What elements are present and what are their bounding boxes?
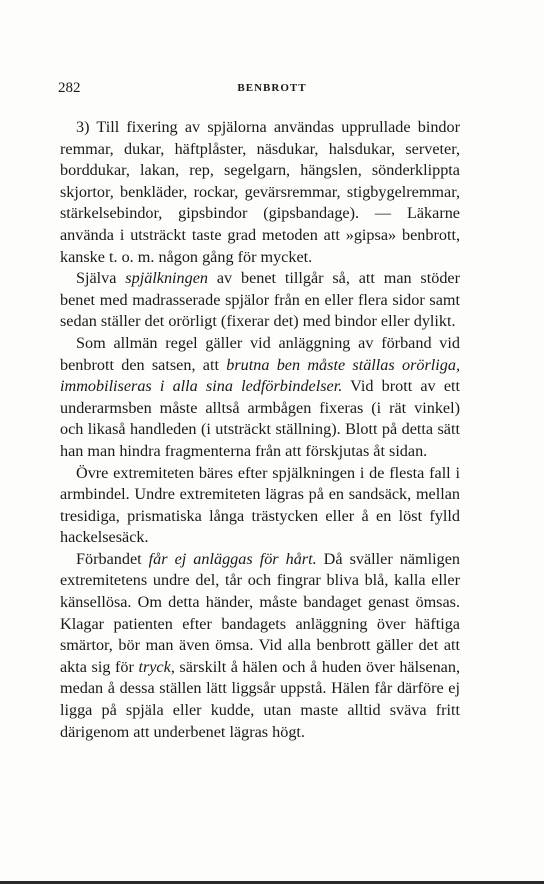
paragraph: [60, 549, 460, 743]
page-number: 282: [58, 80, 81, 96]
body-text: [60, 117, 460, 743]
text-segment: Vid brott av ett underarmsben måste alltså armbågen fixeras (i rät vinkel) och likaså handleden (i utsträckt ställning). Blott på detta sätt han man hindra fragmenterna från att förskjutas åt sidan.: [60, 377, 461, 460]
text-segment: Då sväller nämligen extremitetens undre del, tår och fingrar bliva blå, kalla eller känsellösa. Om detta händer, måste bandaget genast ömsas. Klagar patienten efter bandagets anläggning över häftiga smärtor, bör man även ömsa. Vid alla benbrott gäller det att akta sig för: [60, 549, 461, 676]
text-segment: 3) Till fixering av spjälorna användas upprullade bindor remmar, dukar, häftplåster, näsdukar, halsdukar, serveter, borddukar, lakan, rep, segelgarn, hängslen, sönderklippta skjortor, benkläder, rockar, gevärsremmar, stigbygelremmar, stärkelsebindor, gipsbindor (gipsbandage). — Läkarne använda i utsträckt taste grad metoden att »gipsa» benbrott, kanske t. o. m. någon gång för mycket.: [60, 118, 460, 266]
italic-text-segment: får ej anläggas för hårt.: [148, 549, 317, 568]
italic-text-segment: brutna ben måste ställas orörliga, immobiliseras i alla sina ledförbindelser.: [60, 355, 460, 396]
paragraph: [60, 463, 460, 549]
paragraph: [60, 333, 460, 463]
italic-text-segment: spjälkningen: [125, 269, 209, 288]
italic-text-segment: tryck: [138, 657, 171, 676]
text-segment: Övre extremiteten bäres efter spjälkningen i de flesta fall i armbindel. Undre extremiteten lägras på en sandsäck, mellan tresidiga, prismatiska långa trästycken eller å en löst fylld hackelsesäck.: [60, 463, 460, 547]
text-segment: av benet tillgår så, att man stöder benet med madrasserade spjälor från en eller flera sidor samt sedan ställer det orörligt (fixerar det) med bindor eller dylikt.: [60, 269, 460, 331]
text-segment: , särskilt å hälen och å huden över hälsenan, medan å dessa ställen lätt liggsår uppstå. Hälen får därföre ej ligga på spjäla eller kudde, utan maste alltid sväva fritt därigenom att underbenet lägras högt.: [60, 657, 460, 741]
text-segment: Förbandet: [76, 549, 149, 568]
paragraph: [60, 117, 460, 268]
running-head: BENBROTT: [237, 82, 307, 94]
text-segment: Som allmän regel gäller vid anläggning av förband vid benbrott den satsen, att: [60, 333, 460, 374]
text-segment: Själva: [76, 269, 126, 288]
page-header: [58, 80, 486, 102]
paragraph: [60, 268, 460, 333]
